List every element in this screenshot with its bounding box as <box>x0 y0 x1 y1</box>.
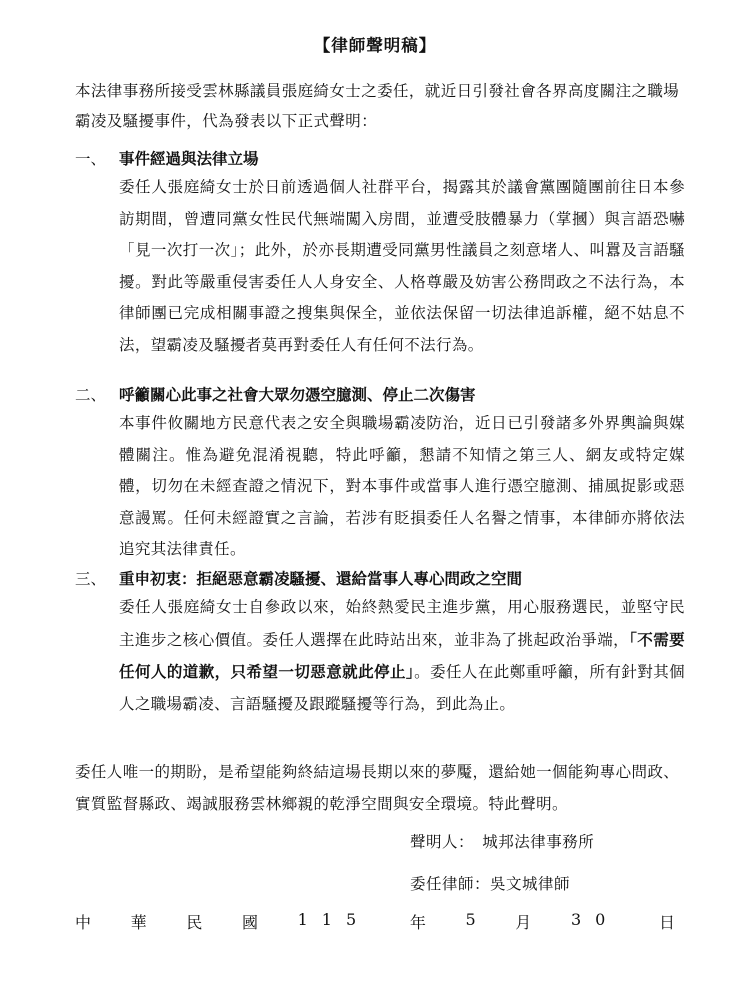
date-era-char-4: 國 <box>241 913 258 932</box>
section-3-number: 三、 <box>75 570 107 588</box>
intro-paragraph: 本法律事務所接受雲林縣議員張庭綺女士之委任，就近日引發社會各界高度關注之職場霸凌及騷擾事件，代為發表以下正式聲明： <box>75 82 680 130</box>
date-era-char-3: 民 <box>186 913 203 932</box>
document-title: 【律師聲明稿】 <box>313 36 437 55</box>
section-1-heading: 事件經過與法律立場 <box>119 149 259 168</box>
date-era-char-1: 中 <box>75 913 92 932</box>
date-year: 115 <box>297 910 371 929</box>
section-3-heading-row <box>75 568 695 590</box>
section-3-body-emphasis: 「不需要任何人的道歉，只希望一切惡意就此停止」 <box>119 629 685 681</box>
section-2-body: 本事件攸關地方民意代表之安全與職場霸凌防治，近日已引發諸多外界輿論與媒體關注。惟為避免混淆視聽，特此呼籲，懇請不知情之第三人、網友或特定媒體，切勿在未經查證之情況下，對本事件或當事人進行憑空臆測、捕風捉影或惡意謾罵。任何未經證實之言論，若涉有貶損委任人名譽之情事，本律師亦將依法追究其法律責任。 <box>119 414 685 558</box>
section-3-heading: 重申初衷：拒絕惡意霸凌騷擾、還給當事人專心問政之空間 <box>119 569 523 588</box>
section-2-heading: 呼籲關心此事之社會大眾勿憑空臆測、停止二次傷害 <box>119 385 476 404</box>
section-3-body-before: 委任人張庭綺女士自參政以來，始終熱愛民主進步黨，用心服務選民，並堅守民主進步之核心價值。委任人選擇在此時站出來，並非為了挑起政治爭端， <box>119 598 685 649</box>
section-3-body-after: 。委任人在此鄭重呼籲，所有針對其個人之職場霸凌、言語騷擾及跟蹤騷擾等行為，到此為止。 <box>119 663 685 713</box>
section-1-number: 一、 <box>75 150 107 168</box>
document-date <box>75 910 675 933</box>
date-month-unit: 月 <box>515 913 532 932</box>
section-3-body <box>119 592 685 720</box>
section-2-heading-row <box>75 384 695 406</box>
section-1-heading-row <box>75 148 695 170</box>
date-day: 30 <box>570 910 620 929</box>
date-year-unit: 年 <box>409 913 426 932</box>
date-era-char-2: 華 <box>130 913 147 932</box>
date-month: 5 <box>465 910 476 929</box>
section-1-body: 委任人張庭綺女士於日前透過個人社群平台，揭露其於議會黨團隨團前往日本參訪期間，曾遭同黨女性民代無端闖入房間，並遭受肢體暴力（掌摑）與言語恐嚇「見一次打一次」；此外，於亦長期遭受同黨男性議員之刻意堵人、叫囂及言語騷擾。對此等嚴重侵害委任人人身安全、人格尊嚴及妨害公務問政之不法行為，本律師團已完成相關事證之搜集與保全，並依法保留一切法律追訴權，絕不姑息不法，望霸凌及騷擾者莫再對委任人有任何不法行為。 <box>119 178 685 354</box>
section-2-number: 二、 <box>75 386 107 404</box>
signature-declarant: 聲明人： 城邦法律事務所 <box>410 833 595 851</box>
date-day-unit: 日 <box>658 913 675 932</box>
signature-attorney: 委任律師：吳文城律師 <box>410 875 571 893</box>
closing-paragraph: 委任人唯一的期盼，是希望能夠終結這場長期以來的夢魘，還給她一個能夠專心問政、實質監督縣政、竭誠服務雲林鄉親的乾淨空間與安全環境。特此聲明。 <box>75 763 680 813</box>
